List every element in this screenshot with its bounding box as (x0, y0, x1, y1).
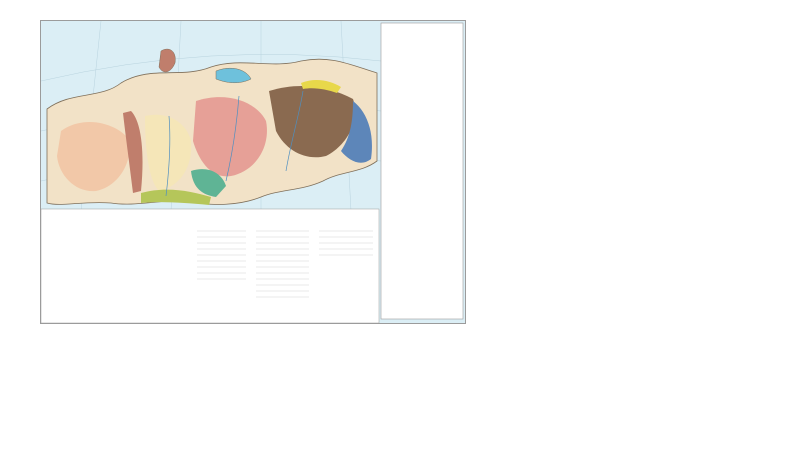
tectonic-map (41, 21, 465, 323)
geochronological-scale (381, 23, 463, 319)
tectonic-map-figure (40, 20, 466, 324)
map-legend-panel (41, 209, 379, 323)
